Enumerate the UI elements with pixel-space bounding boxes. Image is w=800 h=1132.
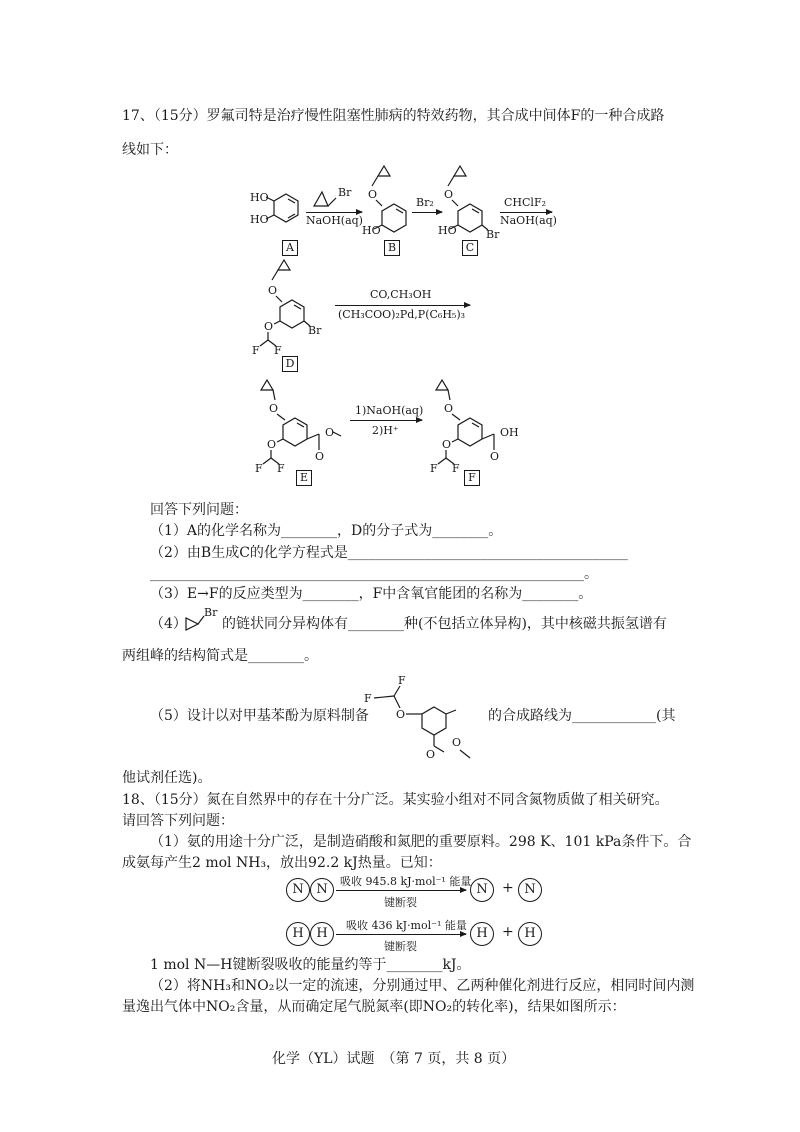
- svg-text:Br: Br: [308, 324, 322, 337]
- atom-h-3: H: [470, 922, 494, 946]
- reagent-step4-top: CO,CH₃OH: [370, 288, 432, 301]
- svg-text:F: F: [398, 674, 406, 687]
- atom-h-1: H: [286, 922, 310, 946]
- svg-text:O: O: [444, 402, 454, 415]
- svg-text:HO: HO: [438, 224, 457, 237]
- svg-text:O: O: [452, 736, 462, 749]
- svg-text:Br: Br: [204, 606, 218, 619]
- svg-text:O: O: [442, 438, 452, 451]
- q17-sub2: （2）由B生成C的化学方程式是________________________________________: [150, 545, 628, 561]
- q18-line1: 18、（15分）氮在自然界中的存在十分广泛。某实验小组对不同含氮物质做了相关研究。: [122, 792, 669, 808]
- structure-target-5: [364, 674, 484, 764]
- reagent-step1: NaOH(aq): [306, 214, 363, 227]
- label-F: F: [464, 470, 480, 486]
- atom-n-2: N: [310, 878, 334, 902]
- q17-line1: 17、（15分）罗氟司特是治疗慢性阻塞性肺病的特效药物，其合成中间体F的一种合成路: [122, 108, 665, 124]
- q18-p2b: 量逸出气体中NO₂含量，从而确定尾气脱氮率(即NO₂的转化率)，结果如图所示：: [122, 999, 626, 1015]
- q17-sub4-num: （4）: [150, 616, 187, 632]
- eq1-bottom: 键断裂: [384, 896, 417, 909]
- reagent-step3-top: CHClF₂: [504, 196, 546, 209]
- plus-2: +: [502, 924, 514, 940]
- svg-text:O: O: [444, 188, 454, 201]
- arrow-step5: [350, 420, 422, 421]
- q18-p2a: （2）将NH₃和NO₂以一定的流速，分别通过甲、乙两种催化剂进行反应，相同时间内测: [150, 978, 695, 994]
- eq2-bottom: 键断裂: [384, 940, 417, 953]
- q17-line2: 线如下：: [122, 142, 178, 158]
- svg-text:F: F: [252, 344, 260, 357]
- label-C: C: [462, 240, 478, 256]
- structure-F: [430, 378, 530, 473]
- label-E: E: [296, 470, 312, 486]
- structure-C: [438, 166, 508, 241]
- q17-prompt: 回答下列问题：: [150, 502, 248, 518]
- svg-text:F: F: [430, 462, 438, 475]
- reagent-step2: Br₂: [416, 196, 434, 209]
- svg-text:F: F: [277, 462, 285, 475]
- svg-text:OH: OH: [500, 426, 519, 439]
- svg-text:Br: Br: [486, 228, 500, 241]
- arrow-step3: [500, 212, 552, 213]
- eq2-top: 吸收 436 kJ·mol⁻¹ 能量: [346, 919, 467, 932]
- structure-bromomethylcyclopropane: [184, 608, 224, 634]
- q17-sub2-cont: ______________________________________________________________。: [150, 566, 598, 582]
- atom-n-1: N: [286, 878, 310, 902]
- q17-sub3: （3）E→F的反应类型为________，F中含氧官能团的名称为________。: [150, 586, 593, 602]
- q17-sub4-text: 的链状同分异构体有________种(不包括立体异构)，其中核磁共振氢谱有: [222, 616, 667, 632]
- structure-E: [255, 378, 355, 473]
- svg-text:O: O: [315, 450, 325, 463]
- q17-sub5-cont: 的合成路线为____________(其: [488, 708, 676, 724]
- label-A: A: [282, 240, 298, 256]
- q17-sub4-cont: 两组峰的结构简式是________。: [122, 648, 318, 664]
- page-footer: 化学（YL）试题 （第 7 页，共 8 页）: [272, 1051, 516, 1067]
- atom-h-2: H: [310, 922, 334, 946]
- reagent-step5-bottom: 2)H⁺: [372, 424, 399, 437]
- svg-text:F: F: [452, 462, 460, 475]
- atom-h-4: H: [518, 922, 542, 946]
- structure-A: [250, 180, 310, 240]
- label-D: D: [282, 356, 298, 372]
- eq1-top: 吸收 945.8 kJ·mol⁻¹ 能量: [340, 875, 472, 888]
- structure-D: [252, 260, 332, 355]
- reagent-step4-bottom: (CH₃COO)₂Pd,P(C₆H₅)₃: [338, 308, 466, 321]
- arrow-step4: [335, 305, 470, 306]
- eq2-arrow: [336, 934, 466, 935]
- svg-text:O: O: [368, 188, 378, 201]
- eq1-arrow: [336, 890, 466, 891]
- svg-text:F: F: [274, 344, 282, 357]
- q18-p1a: （1）氨的用途十分广泛，是制造硝酸和氮肥的重要原料。298 K、101 kPa条件下。合: [150, 834, 692, 850]
- atom-n-3: N: [470, 878, 494, 902]
- cyclopropylmethyl-bromide: [310, 184, 360, 214]
- arrow-step1: [306, 212, 362, 213]
- q17-sub1: （1）A的化学名称为________，D的分子式为________。: [150, 523, 503, 539]
- q17-sub5-end: 他试剂任选)。: [122, 770, 212, 786]
- q18-blank: 1 mol N—H键断裂吸收的能量约等于________kJ。: [150, 957, 471, 973]
- svg-text:O: O: [396, 708, 406, 721]
- svg-text:O: O: [264, 320, 274, 333]
- svg-text:HO: HO: [362, 224, 381, 237]
- atom-HO: HO: [250, 191, 269, 204]
- svg-text:F: F: [255, 462, 263, 475]
- atom-Br: Br: [338, 186, 352, 199]
- reagent-step5-top: 1)NaOH(aq): [355, 404, 424, 417]
- q18-p1b: 成氨每产生2 mol NH₃，放出92.2 kJ热量。已知：: [122, 855, 442, 871]
- atom-n-4: N: [518, 878, 542, 902]
- q18-line2: 请回答下列问题：: [122, 813, 234, 829]
- svg-text:O: O: [269, 402, 279, 415]
- svg-text:O: O: [490, 450, 500, 463]
- svg-text:O: O: [426, 748, 436, 761]
- svg-text:O: O: [267, 438, 277, 451]
- reagent-step3-bottom: NaOH(aq): [500, 214, 557, 227]
- plus-1: +: [502, 880, 514, 896]
- svg-text:O: O: [268, 284, 278, 297]
- label-B: B: [384, 240, 400, 256]
- structure-B: [362, 166, 422, 236]
- svg-text:F: F: [364, 692, 372, 705]
- svg-text:O: O: [325, 426, 335, 439]
- q17-sub5-text: （5）设计以对甲基苯酚为原料制备: [150, 708, 369, 724]
- atom-HO: HO: [250, 213, 269, 226]
